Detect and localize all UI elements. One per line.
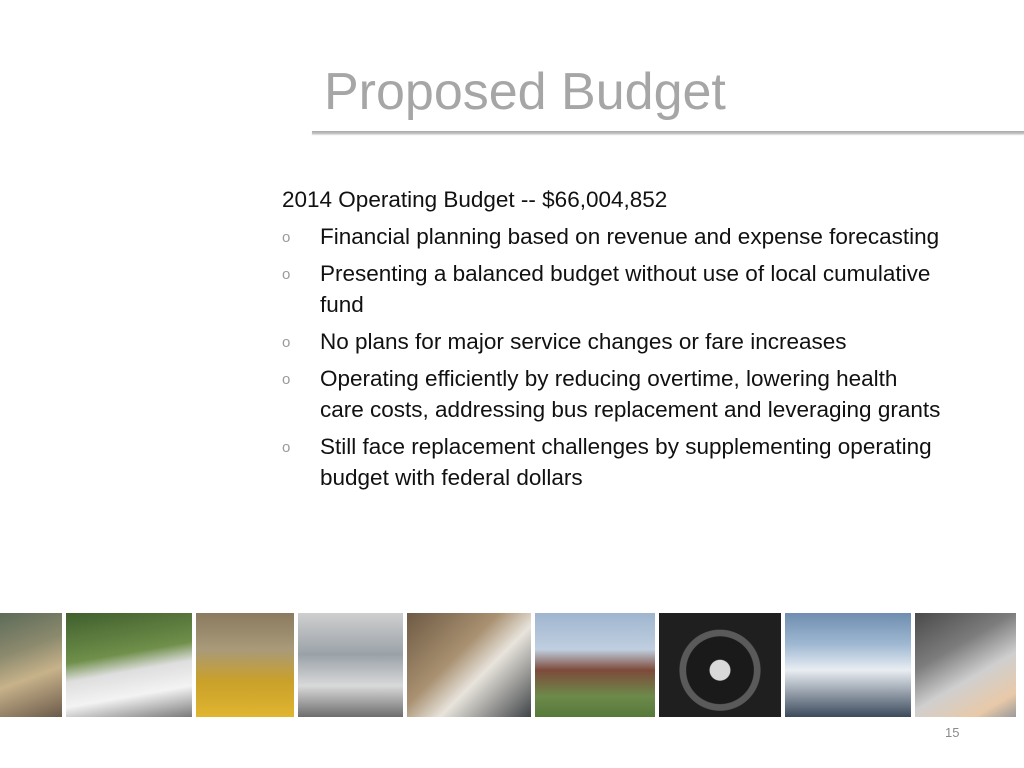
photo-station-canopy (298, 613, 403, 717)
bullet-text: No plans for major service changes or fare increases (320, 329, 847, 354)
bullet-circle-icon: o (282, 371, 291, 388)
bullet-item (282, 326, 942, 357)
photo-bus-bike-rack (785, 613, 911, 717)
bullet-item (282, 221, 942, 252)
bullet-text: Still face replacement challenges by supplementing operating budget with federal dollars (320, 434, 932, 490)
title-underline (312, 131, 1024, 134)
bullet-text: Financial planning based on revenue and expense forecasting (320, 224, 940, 249)
bullet-circle-icon: o (282, 229, 291, 246)
bullet-item (282, 363, 942, 425)
photo-transit-building (535, 613, 655, 717)
bullet-text: Presenting a balanced budget without use of local cumulative fund (320, 261, 931, 317)
bullet-circle-icon: o (282, 334, 291, 351)
bullet-circle-icon: o (282, 439, 291, 456)
photo-steering-wheel (659, 613, 781, 717)
bullet-item (282, 258, 942, 320)
photo-dispatcher-at-computer (407, 613, 531, 717)
slide-body (282, 184, 942, 499)
page-number: 15 (945, 725, 960, 740)
bullet-text: Operating efficiently by reducing overtime, lowering health care costs, addressing bus replacement and leveraging grants (320, 366, 941, 422)
photo-cyclist-with-bus (0, 613, 62, 717)
bullet-item (282, 431, 942, 493)
slide-title: Proposed Budget (324, 63, 726, 121)
photo-strip (0, 613, 1024, 717)
photo-paratransit-van (66, 613, 192, 717)
budget-lead-line: 2014 Operating Budget -- $66,004,852 (282, 187, 668, 212)
photo-fare-card-reader (915, 613, 1016, 717)
photo-yellow-seats (196, 613, 294, 717)
bullet-list (282, 221, 942, 493)
bullet-circle-icon: o (282, 266, 291, 283)
